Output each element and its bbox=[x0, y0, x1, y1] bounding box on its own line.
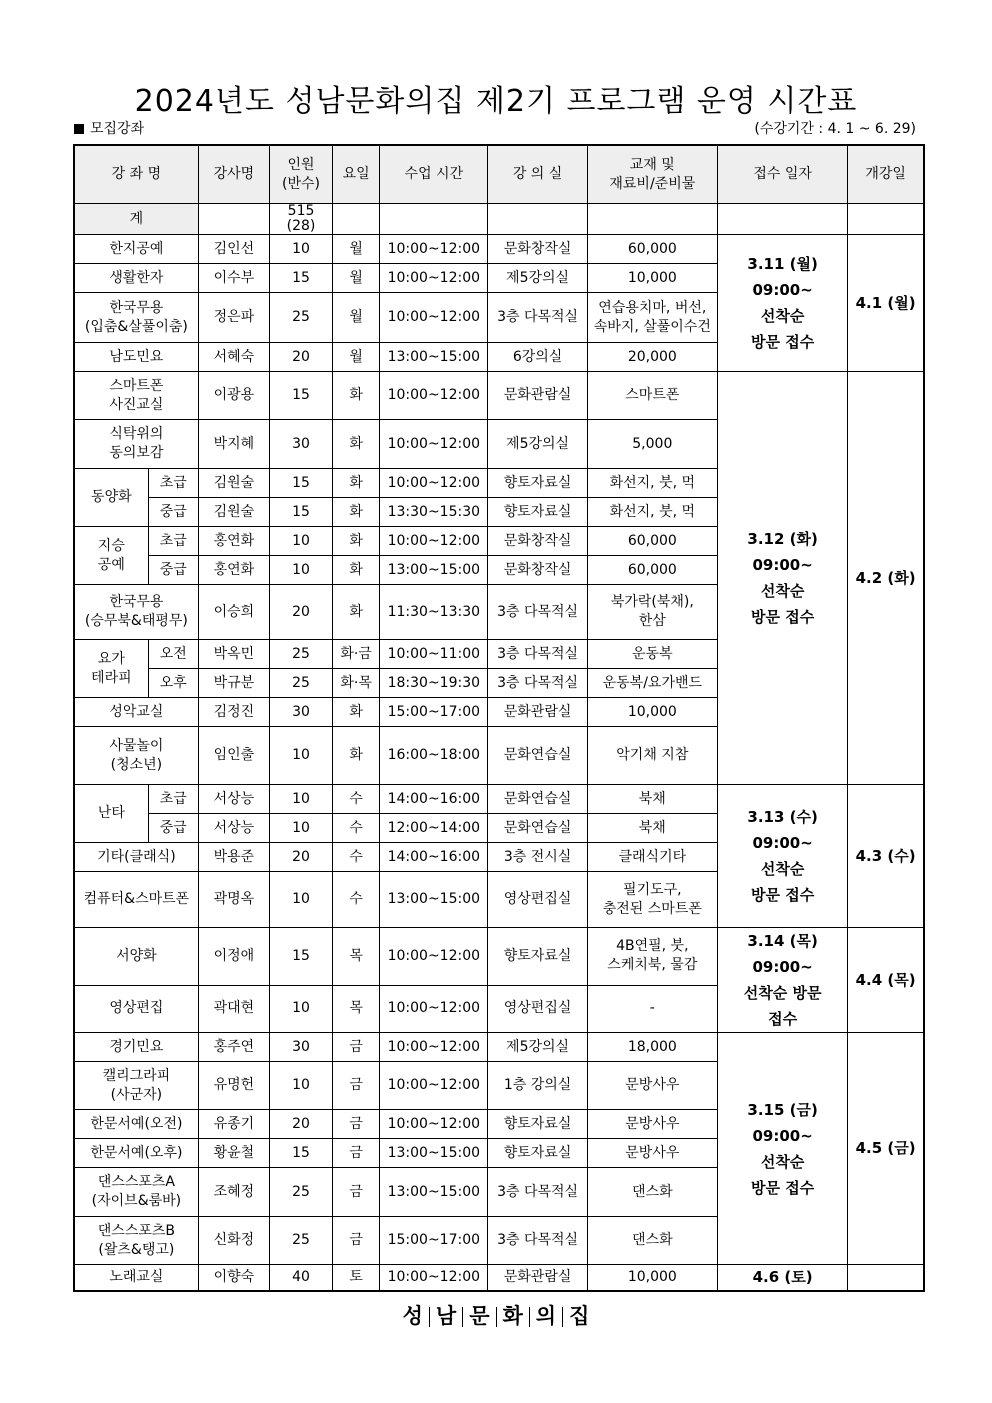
capacity: 40 bbox=[269, 1265, 332, 1291]
capacity: 25 bbox=[269, 669, 332, 698]
registration-date: 3.14 (목) 09:00~ 선착순 방문 접수 bbox=[717, 928, 847, 1033]
classroom: 3층 다목적실 bbox=[488, 1217, 587, 1265]
materials: 5,000 bbox=[587, 420, 717, 469]
class-time: 10:00~12:00 bbox=[380, 1265, 488, 1291]
course-name: 서양화 bbox=[74, 928, 198, 986]
teacher-name: 이승희 bbox=[198, 585, 269, 640]
capacity: 30 bbox=[269, 698, 332, 727]
teacher-name: 박옥민 bbox=[198, 640, 269, 669]
capacity: 20 bbox=[269, 585, 332, 640]
teacher-name: 김원술 bbox=[198, 469, 269, 498]
capacity: 25 bbox=[269, 640, 332, 669]
classroom: 문화창작실 bbox=[488, 556, 587, 585]
course-level: 중급 bbox=[148, 556, 198, 585]
classroom: 제5강의실 bbox=[488, 420, 587, 469]
schedule-table bbox=[73, 144, 925, 1292]
capacity: 10 bbox=[269, 727, 332, 785]
capacity: 30 bbox=[269, 1033, 332, 1062]
header-time: 수업 시간 bbox=[380, 145, 488, 204]
classroom: 향토자료실 bbox=[488, 498, 587, 527]
course-group-name: 난타 bbox=[74, 785, 148, 843]
day: 화·금 bbox=[333, 640, 380, 669]
class-time: 13:00~15:00 bbox=[380, 872, 488, 928]
teacher-name: 김원술 bbox=[198, 498, 269, 527]
day: 월 bbox=[333, 293, 380, 343]
course-level: 중급 bbox=[148, 814, 198, 843]
footer-char: 문 bbox=[469, 1304, 490, 1328]
teacher-name: 김정진 bbox=[198, 698, 269, 727]
materials: 60,000 bbox=[587, 527, 717, 556]
footer-organization bbox=[0, 1300, 992, 1330]
materials: 북채 bbox=[587, 814, 717, 843]
classroom: 문화연습실 bbox=[488, 785, 587, 814]
day: 수 bbox=[333, 843, 380, 872]
class-time: 18:30~19:30 bbox=[380, 669, 488, 698]
course-name: 영상편집 bbox=[74, 985, 198, 1032]
capacity: 25 bbox=[269, 1168, 332, 1217]
class-time: 13:00~15:00 bbox=[380, 556, 488, 585]
footer-char: 집 bbox=[569, 1304, 590, 1328]
day: 수 bbox=[333, 785, 380, 814]
day: 화 bbox=[333, 556, 380, 585]
capacity: 20 bbox=[269, 843, 332, 872]
header-row bbox=[74, 145, 924, 204]
term-label: (수강기간 : 4. 1 ~ 6. 29) bbox=[754, 121, 916, 137]
teacher-name: 조혜정 bbox=[198, 1168, 269, 1217]
start-date: 4.3 (수) bbox=[848, 785, 924, 928]
footer-char: 남 bbox=[435, 1304, 457, 1328]
day: 목 bbox=[333, 985, 380, 1032]
start-date: 4.6 (토) bbox=[717, 1265, 847, 1291]
class-time: 10:00~12:00 bbox=[380, 264, 488, 293]
day: 수 bbox=[333, 814, 380, 843]
class-time: 14:00~16:00 bbox=[380, 785, 488, 814]
teacher-name: 황윤철 bbox=[198, 1139, 269, 1168]
classroom: 영상편집실 bbox=[488, 985, 587, 1032]
class-time: 10:00~12:00 bbox=[380, 1110, 488, 1139]
classroom: 문화창작실 bbox=[488, 527, 587, 556]
footer-separator bbox=[529, 1307, 530, 1327]
materials: 10,000 bbox=[587, 698, 717, 727]
materials: 문방사우 bbox=[587, 1110, 717, 1139]
teacher-name: 서상능 bbox=[198, 814, 269, 843]
total-capacity: 515 (28) bbox=[269, 204, 332, 235]
registration-date: 3.11 (월) 09:00~ 선착순 방문 접수 bbox=[717, 235, 847, 372]
day: 수 bbox=[333, 872, 380, 928]
start-date: 4.5 (금) bbox=[848, 1033, 924, 1265]
capacity: 10 bbox=[269, 814, 332, 843]
registration-date: 3.15 (금) 09:00~ 선착순 방문 접수 bbox=[717, 1033, 847, 1265]
capacity: 10 bbox=[269, 985, 332, 1032]
class-time: 10:00~12:00 bbox=[380, 469, 488, 498]
section-label bbox=[74, 118, 144, 138]
materials: 문방사우 bbox=[587, 1062, 717, 1110]
classroom: 문화관람실 bbox=[488, 1265, 587, 1291]
course-name: 한지공예 bbox=[74, 235, 198, 264]
materials: 필기도구, 충전된 스마트폰 bbox=[587, 872, 717, 928]
classroom: 문화관람실 bbox=[488, 698, 587, 727]
day: 토 bbox=[333, 1265, 380, 1291]
materials: 18,000 bbox=[587, 1033, 717, 1062]
materials: 악기채 지참 bbox=[587, 727, 717, 785]
class-time: 15:00~17:00 bbox=[380, 698, 488, 727]
classroom: 3층 다목적실 bbox=[488, 293, 587, 343]
start-date: 4.1 (월) bbox=[848, 235, 924, 372]
classroom: 문화관람실 bbox=[488, 372, 587, 420]
teacher-name: 홍주연 bbox=[198, 1033, 269, 1062]
class-time: 13:00~15:00 bbox=[380, 1168, 488, 1217]
capacity: 15 bbox=[269, 372, 332, 420]
total-row bbox=[74, 204, 924, 235]
footer-char: 성 bbox=[402, 1304, 423, 1328]
header-course: 강 좌 명 bbox=[74, 145, 198, 204]
classroom: 6강의실 bbox=[488, 343, 587, 372]
course-name: 한문서예(오전) bbox=[74, 1110, 198, 1139]
table-row bbox=[74, 1265, 924, 1291]
teacher-name: 정은파 bbox=[198, 293, 269, 343]
course-name: 경기민요 bbox=[74, 1033, 198, 1062]
capacity: 15 bbox=[269, 469, 332, 498]
course-name: 기타(클래식) bbox=[74, 843, 198, 872]
teacher-name: 홍연화 bbox=[198, 527, 269, 556]
course-name: 댄스스포츠B (왈츠&탱고) bbox=[74, 1217, 198, 1265]
header-room: 강 의 실 bbox=[488, 145, 587, 204]
registration-date: 3.12 (화) 09:00~ 선착순 방문 접수 bbox=[717, 372, 847, 785]
course-group-name: 동양화 bbox=[74, 469, 148, 527]
class-time: 12:00~14:00 bbox=[380, 814, 488, 843]
teacher-name: 서상능 bbox=[198, 785, 269, 814]
class-time: 10:00~12:00 bbox=[380, 1062, 488, 1110]
class-time: 13:30~15:30 bbox=[380, 498, 488, 527]
classroom: 3층 전시실 bbox=[488, 843, 587, 872]
teacher-name: 곽대현 bbox=[198, 985, 269, 1032]
capacity: 20 bbox=[269, 343, 332, 372]
class-time: 14:00~16:00 bbox=[380, 843, 488, 872]
materials: 북가락(북채), 한삼 bbox=[587, 585, 717, 640]
class-time: 10:00~12:00 bbox=[380, 420, 488, 469]
registration-date: 3.13 (수) 09:00~ 선착순 방문 접수 bbox=[717, 785, 847, 928]
day: 화 bbox=[333, 420, 380, 469]
teacher-name: 이향숙 bbox=[198, 1265, 269, 1291]
capacity: 15 bbox=[269, 264, 332, 293]
start-date: 4.4 (목) bbox=[848, 928, 924, 1033]
capacity: 10 bbox=[269, 1062, 332, 1110]
class-time: 10:00~12:00 bbox=[380, 985, 488, 1032]
footer-separator bbox=[562, 1307, 563, 1327]
day: 화 bbox=[333, 527, 380, 556]
day: 월 bbox=[333, 264, 380, 293]
capacity: 10 bbox=[269, 556, 332, 585]
teacher-name: 신화정 bbox=[198, 1217, 269, 1265]
course-group-name: 요가 테라피 bbox=[74, 640, 148, 698]
square-bullet-icon bbox=[74, 124, 84, 134]
materials: 운동복 bbox=[587, 640, 717, 669]
day: 금 bbox=[333, 1110, 380, 1139]
capacity: 30 bbox=[269, 420, 332, 469]
course-level: 중급 bbox=[148, 498, 198, 527]
materials: 10,000 bbox=[587, 264, 717, 293]
header-capacity: 인원 (반수) bbox=[269, 145, 332, 204]
class-time: 10:00~12:00 bbox=[380, 235, 488, 264]
materials: 연습용치마, 버선, 속바지, 살풀이수건 bbox=[587, 293, 717, 343]
classroom: 1층 강의실 bbox=[488, 1062, 587, 1110]
classroom: 3층 다목적실 bbox=[488, 640, 587, 669]
classroom: 영상편집실 bbox=[488, 872, 587, 928]
page-title: 2024년도 성남문화의집 제2기 프로그램 운영 시간표 bbox=[134, 84, 858, 119]
table-row bbox=[74, 1033, 924, 1062]
materials: 화선지, 붓, 먹 bbox=[587, 469, 717, 498]
teacher-name: 박규분 bbox=[198, 669, 269, 698]
course-name: 컴퓨터&스마트폰 bbox=[74, 872, 198, 928]
teacher-name: 이광용 bbox=[198, 372, 269, 420]
materials: 스마트폰 bbox=[587, 372, 717, 420]
teacher-name: 김인선 bbox=[198, 235, 269, 264]
class-time: 10:00~12:00 bbox=[380, 928, 488, 986]
course-level: 오전 bbox=[148, 640, 198, 669]
class-time: 13:00~15:00 bbox=[380, 1139, 488, 1168]
total-empty bbox=[198, 204, 269, 235]
course-name: 식탁위의 동의보감 bbox=[74, 420, 198, 469]
day: 화 bbox=[333, 698, 380, 727]
classroom: 3층 다목적실 bbox=[488, 585, 587, 640]
classroom: 향토자료실 bbox=[488, 469, 587, 498]
day: 화 bbox=[333, 498, 380, 527]
materials: 댄스화 bbox=[587, 1168, 717, 1217]
footer-char: 화 bbox=[502, 1304, 523, 1328]
day: 금 bbox=[333, 1062, 380, 1110]
course-level: 초급 bbox=[148, 469, 198, 498]
teacher-name: 유명헌 bbox=[198, 1062, 269, 1110]
teacher-name: 유종기 bbox=[198, 1110, 269, 1139]
table-row bbox=[74, 372, 924, 420]
classroom: 3층 다목적실 bbox=[488, 669, 587, 698]
materials: 운동복/요가밴드 bbox=[587, 669, 717, 698]
classroom: 제5강의실 bbox=[488, 1033, 587, 1062]
course-level: 오후 bbox=[148, 669, 198, 698]
header-day: 요일 bbox=[333, 145, 380, 204]
materials: 60,000 bbox=[587, 235, 717, 264]
materials: - bbox=[587, 985, 717, 1032]
course-name: 스마트폰 사진교실 bbox=[74, 372, 198, 420]
day: 목 bbox=[333, 928, 380, 986]
header-registration: 접수 일자 bbox=[717, 145, 847, 204]
header-materials: 교재 및 재료비/준비물 bbox=[587, 145, 717, 204]
day: 월 bbox=[333, 235, 380, 264]
course-name: 캘리그라피 (사군자) bbox=[74, 1062, 198, 1110]
capacity: 10 bbox=[269, 872, 332, 928]
course-name: 한문서예(오후) bbox=[74, 1139, 198, 1168]
capacity: 15 bbox=[269, 498, 332, 527]
course-name: 한국무용 (입춤&살풀이춤) bbox=[74, 293, 198, 343]
course-group-name: 지승 공예 bbox=[74, 527, 148, 585]
teacher-name: 박용준 bbox=[198, 843, 269, 872]
class-time: 10:00~12:00 bbox=[380, 372, 488, 420]
day: 금 bbox=[333, 1168, 380, 1217]
materials: 20,000 bbox=[587, 343, 717, 372]
header-start: 개강일 bbox=[848, 145, 924, 204]
class-time: 10:00~12:00 bbox=[380, 293, 488, 343]
materials: 문방사우 bbox=[587, 1139, 717, 1168]
classroom: 3층 다목적실 bbox=[488, 1168, 587, 1217]
course-level: 초급 bbox=[148, 785, 198, 814]
course-name: 생활한자 bbox=[74, 264, 198, 293]
day: 화 bbox=[333, 727, 380, 785]
materials: 북채 bbox=[587, 785, 717, 814]
teacher-name: 곽명옥 bbox=[198, 872, 269, 928]
course-name: 노래교실 bbox=[74, 1265, 198, 1291]
day: 화 bbox=[333, 469, 380, 498]
footer-char: 의 bbox=[535, 1304, 557, 1328]
table-row bbox=[74, 928, 924, 986]
class-time: 10:00~12:00 bbox=[380, 1033, 488, 1062]
classroom: 문화연습실 bbox=[488, 814, 587, 843]
materials: 60,000 bbox=[587, 556, 717, 585]
materials: 클래식기타 bbox=[587, 843, 717, 872]
classroom: 향토자료실 bbox=[488, 928, 587, 986]
start-date: 4.2 (화) bbox=[848, 372, 924, 785]
class-time: 15:00~17:00 bbox=[380, 1217, 488, 1265]
course-level: 초급 bbox=[148, 527, 198, 556]
course-name: 성악교실 bbox=[74, 698, 198, 727]
materials: 화선지, 붓, 먹 bbox=[587, 498, 717, 527]
classroom: 문화연습실 bbox=[488, 727, 587, 785]
capacity: 25 bbox=[269, 293, 332, 343]
capacity: 15 bbox=[269, 1139, 332, 1168]
day: 금 bbox=[333, 1139, 380, 1168]
footer-separator bbox=[429, 1307, 430, 1327]
table-row bbox=[74, 235, 924, 264]
teacher-name: 이정애 bbox=[198, 928, 269, 986]
day: 금 bbox=[333, 1217, 380, 1265]
teacher-name: 이수부 bbox=[198, 264, 269, 293]
teacher-name: 박지혜 bbox=[198, 420, 269, 469]
day: 월 bbox=[333, 343, 380, 372]
header-teacher: 강사명 bbox=[198, 145, 269, 204]
day: 금 bbox=[333, 1033, 380, 1062]
capacity: 20 bbox=[269, 1110, 332, 1139]
capacity: 10 bbox=[269, 235, 332, 264]
section-label-text: 모집강좌 bbox=[90, 121, 145, 137]
capacity: 10 bbox=[269, 785, 332, 814]
classroom: 향토자료실 bbox=[488, 1110, 587, 1139]
materials: 10,000 bbox=[587, 1265, 717, 1291]
course-name: 한국무용 (승무북&태평무) bbox=[74, 585, 198, 640]
day: 화 bbox=[333, 585, 380, 640]
class-time: 10:00~11:00 bbox=[380, 640, 488, 669]
class-time: 16:00~18:00 bbox=[380, 727, 488, 785]
course-name: 댄스스포츠A (자이브&룸바) bbox=[74, 1168, 198, 1217]
footer-separator bbox=[462, 1307, 463, 1327]
class-time: 11:30~13:30 bbox=[380, 585, 488, 640]
materials: 댄스화 bbox=[587, 1217, 717, 1265]
teacher-name: 임인출 bbox=[198, 727, 269, 785]
total-label: 계 bbox=[74, 204, 198, 235]
table-row bbox=[74, 785, 924, 814]
class-time: 13:00~15:00 bbox=[380, 343, 488, 372]
class-time: 10:00~12:00 bbox=[380, 527, 488, 556]
classroom: 향토자료실 bbox=[488, 1139, 587, 1168]
course-name: 남도민요 bbox=[74, 343, 198, 372]
day: 화 bbox=[333, 372, 380, 420]
capacity: 25 bbox=[269, 1217, 332, 1265]
teacher-name: 서혜숙 bbox=[198, 343, 269, 372]
footer-separator bbox=[496, 1307, 497, 1327]
capacity: 15 bbox=[269, 928, 332, 986]
capacity: 10 bbox=[269, 527, 332, 556]
course-name: 사물놀이 (청소년) bbox=[74, 727, 198, 785]
teacher-name: 홍연화 bbox=[198, 556, 269, 585]
day: 화·목 bbox=[333, 669, 380, 698]
classroom: 문화창작실 bbox=[488, 235, 587, 264]
classroom: 제5강의실 bbox=[488, 264, 587, 293]
materials: 4B연필, 붓, 스케치북, 물감 bbox=[587, 928, 717, 986]
